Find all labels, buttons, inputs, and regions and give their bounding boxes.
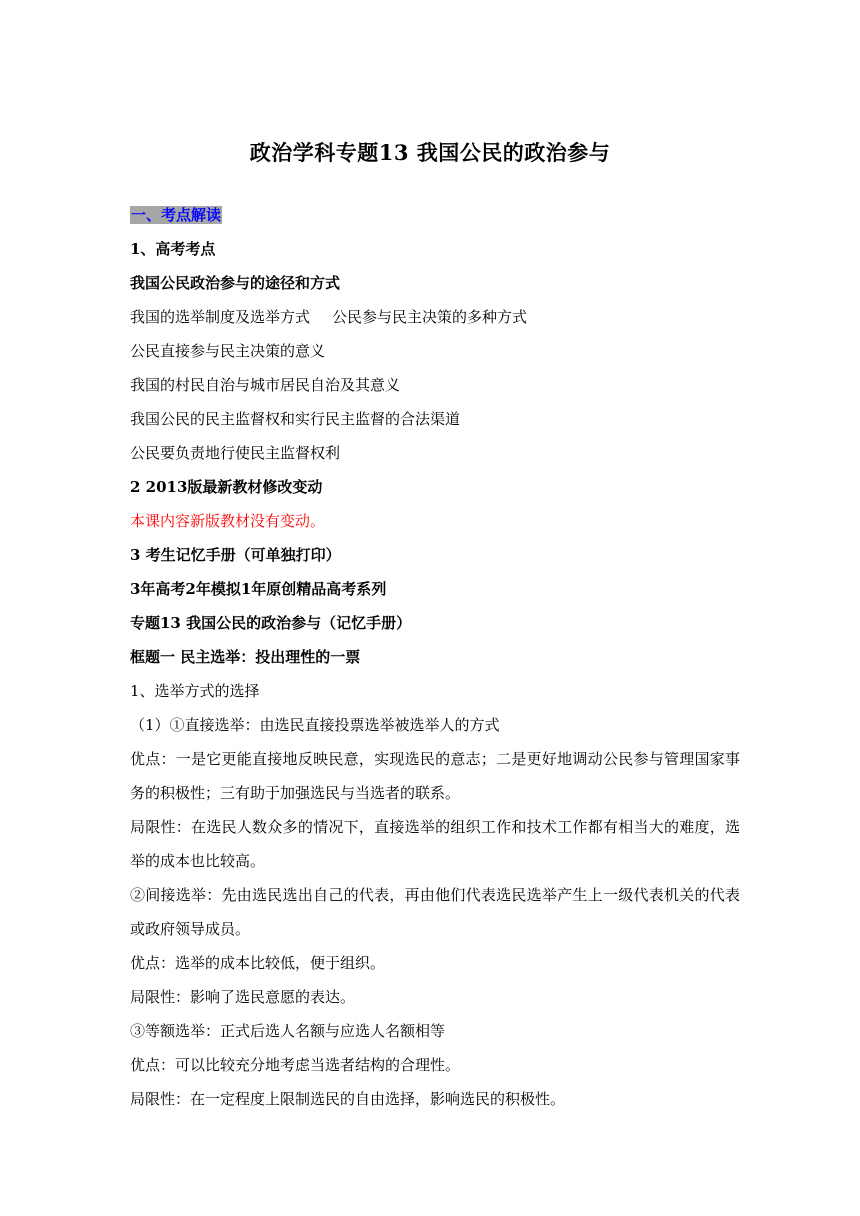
direct-advantages: 优点：一是它更能直接地反映民意，实现选民的意志；二是更好地调动公民参与管理国家事务的积极性；三有助于加强选民与当选者的联系。 [130,750,740,802]
indirect-election: ②间接选举：先由选民选出自己的代表，再由他们代表选民选举产生上一级代表机关的代表或政府领导成员。 [130,886,740,938]
equal-limitations: 局限性：在一定程度上限制选民的自由选择，影响选民的积极性。 [130,1090,566,1108]
frame-title: 框题一 民主选举：投出理性的一票 [130,648,361,666]
exam-points-subheading: 我国公民政治参与的途径和方式 [130,274,341,292]
election-methods-heading: 1、选举方式的选择 [130,682,260,700]
document-title: 政治学科专题13 我国公民的政治参与 [249,140,611,165]
exam-point-item: 我国公民的民主监督权和实行民主监督的合法渠道 [130,410,461,428]
textbook-note: 本课内容新版教材没有变动。 [130,512,326,530]
section-heading-highlight: 一、考点解读 [131,206,222,224]
exam-point-item: 我国的选举制度及选举方式 [130,308,311,326]
exam-point-item: 公民要负责地行使民主监督权利 [130,444,341,462]
equal-election: ③等额选举：正式后选人名额与应选人名额相等 [130,1022,446,1040]
exam-point-item: 我国的村民自治与城市居民自治及其意义 [130,376,401,394]
series-title: 3年高考2年模拟1年原创精品高考系列 [130,580,387,598]
indirect-advantages: 优点：选举的成本比较低，便于组织。 [130,954,386,972]
exam-point-item: 公民参与民主决策的多种方式 [332,308,528,326]
handbook-heading: 3 考生记忆手册（可单独打印） [130,546,341,564]
document-body [130,198,740,1116]
direct-limitations: 局限性：在选民人数众多的情况下，直接选举的组织工作和技术工作都有相当大的难度，选举的成本也比较高。 [130,818,740,870]
indirect-limitations: 局限性：影响了选民意愿的表达。 [130,988,356,1006]
exam-point-line [130,300,740,334]
textbook-heading: 2 2013版最新教材修改变动 [130,478,323,496]
exam-point-item: 公民直接参与民主决策的意义 [130,342,326,360]
direct-election: （1）①直接选举：由选民直接投票选举被选举人的方式 [130,716,500,734]
handbook-title: 专题13 我国公民的政治参与（记忆手册） [130,614,412,632]
exam-points-heading: 1、高考考点 [130,240,216,258]
equal-advantages: 优点：可以比较充分地考虑当选者结构的合理性。 [130,1056,461,1074]
